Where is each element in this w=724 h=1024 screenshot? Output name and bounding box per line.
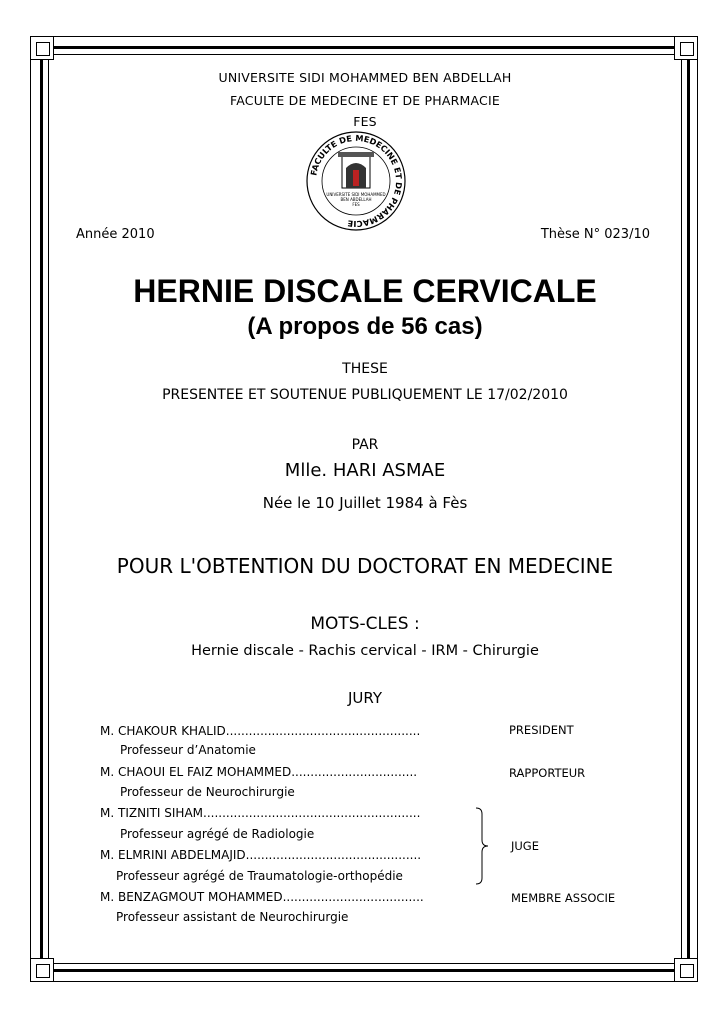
jury-member-name: M. CHAKOUR KHALID...................................................	[100, 724, 421, 738]
thesis-number: Thèse N° 023/10	[540, 227, 650, 242]
author-birth: Née le 10 Juillet 1984 à Fès	[262, 494, 468, 512]
keywords-list: Hernie discale - Rachis cervical - IRM - Chirurgie	[191, 643, 539, 659]
corner-ornament-top-left	[30, 36, 54, 60]
author-name: Mlle. HARI ASMAE	[284, 460, 446, 481]
academic-year: Année 2010	[76, 227, 155, 242]
faculty-name: FACULTE DE MEDECINE ET DE PHARMACIE	[230, 93, 500, 108]
thesis-title: HERNIE DISCALE CERVICALE	[133, 273, 597, 309]
jury-role-juge: JUGE	[511, 839, 539, 853]
corner-ornament-top-right	[674, 36, 698, 60]
seal-ring-text: FACULTE DE MEDECINE ET DE PHARMACIE	[308, 132, 405, 230]
these-label: THESE	[342, 361, 388, 377]
thesis-subtitle: (A propos de 56 cas)	[247, 313, 483, 340]
corner-ornament-bottom-left	[30, 958, 54, 982]
seal-inner-text-3: FES	[352, 202, 360, 207]
corner-ornament-bottom-right	[674, 958, 698, 982]
jury-member-name: M. BENZAGMOUT MOHAMMED.....................................	[100, 890, 424, 904]
jury-member-title: Professeur de Neurochirurgie	[120, 785, 295, 799]
jury-member-title: Professeur assistant de Neurochirurgie	[116, 910, 349, 924]
university-name: UNIVERSITE SIDI MOHAMMED BEN ABDELLAH	[218, 70, 512, 85]
par-label: PAR	[351, 437, 379, 453]
keywords-title: MOTS-CLES :	[310, 614, 420, 634]
jury-member-title: Professeur agrégé de Traumatologie-orthopédie	[116, 869, 403, 883]
jury-member-name: M. CHAOUI EL FAIZ MOHAMMED.................................	[100, 765, 418, 779]
jury-member-title: Professeur agrégé de Radiologie	[120, 827, 315, 841]
jury-role-president: PRESIDENT	[509, 723, 574, 737]
degree-goal: POUR L'OBTENTION DU DOCTORAT EN MEDECINE	[116, 554, 614, 578]
presentation-date: PRESENTEE ET SOUTENUE PUBLIQUEMENT LE 17/02/2010	[162, 387, 568, 403]
seal-inner-text-2: BEN ABDELLAH	[340, 197, 372, 202]
seal-inner-text-1: UNIVERSITE SIDI MOHAMMED	[326, 192, 386, 197]
jury-member-name: M. ELMRINI ABDELMAJID..............................................	[100, 848, 422, 862]
faculty-seal-logo	[305, 130, 407, 232]
city-name: FES	[353, 114, 377, 129]
jury-member-title: Professeur d’Anatomie	[120, 743, 256, 757]
brace-icon	[472, 806, 492, 886]
jury-member-name: M. TIZNITI SIHAM.........................................................	[100, 806, 421, 820]
jury-role-rapporteur: RAPPORTEUR	[509, 766, 586, 780]
jury-title: JURY	[347, 689, 383, 707]
jury-role-membre-associe: MEMBRE ASSOCIE	[511, 891, 616, 905]
